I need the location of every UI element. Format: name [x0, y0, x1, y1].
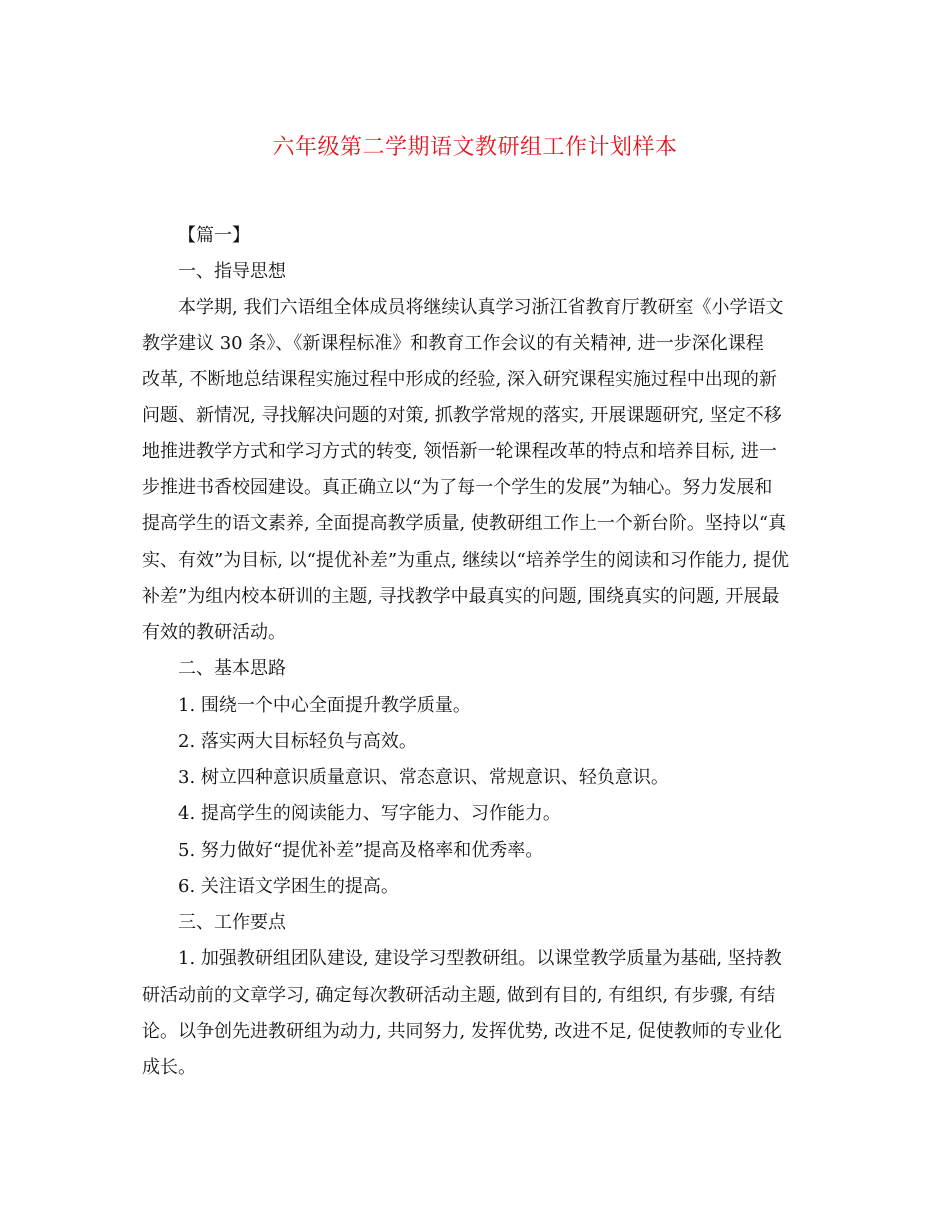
paragraph-line: 问题、新情况, 寻找解决问题的对策, 抓教学常规的落实, 开展课题研究, 坚定不移 [142, 405, 782, 426]
heading-basic-approach: 二、基本思路 [178, 658, 286, 679]
paragraph-line: 补差”为组内校本研训的主题, 寻找教学中最真实的问题, 围绕真实的问题, 开展最 [142, 586, 780, 607]
paragraph-line: 教学建议 30 条》、《新课程标准》和教育工作会议的有关精神, 进一步深化课程 [142, 333, 764, 354]
paragraph-line: 地推进教学方式和学习方式的转变, 领悟新一轮课程改革的特点和培养目标, 进一 [142, 441, 777, 462]
paragraph-line: 研活动前的文章学习, 确定每次教研活动主题, 做到有目的, 有组织, 有步骤, 有结 [142, 985, 776, 1006]
list-item: 6. 关注语文学困生的提高。 [178, 876, 399, 897]
paragraph-line: 步推进书香校园建设。真正确立以“为了每一个学生的发展”为轴心。努力发展和 [142, 477, 773, 498]
paragraph-line: 改革, 不断地总结课程实施过程中形成的经验, 深入研究课程实施过程中出现的新 [142, 369, 777, 390]
list-item: 5. 努力做好“提优补差”提高及格率和优秀率。 [178, 840, 544, 861]
paragraph-line: 提高学生的语文素养, 全面提高教学质量, 使教研组工作上一个新台阶。坚持以“真 [142, 513, 787, 534]
document-title: 六年级第二学期语文教研组工作计划样本 [272, 135, 678, 160]
paragraph-line: 1. 加强教研组团队建设, 建设学习型教研组。以课堂教学质量为基础, 坚持教 [178, 948, 782, 969]
paragraph-line: 实、有效”为目标, 以“提优补差”为重点, 继续以“培养学生的阅读和习作能力, 提优 [142, 550, 790, 571]
list-item: 4. 提高学生的阅读能力、写字能力、习作能力。 [178, 803, 561, 824]
list-item: 1. 围绕一个中心全面提升教学质量。 [178, 695, 471, 716]
paragraph-line: 有效的教研活动。 [142, 622, 286, 643]
heading-work-points: 三、工作要点 [178, 912, 286, 933]
paragraph-line: 本学期, 我们六语组全体成员将继续认真学习浙江省教育厅教研室《小学语文 [178, 297, 784, 318]
list-item: 3. 树立四种意识质量意识、常态意识、常规意识、轻负意识。 [178, 767, 669, 788]
heading-guiding-thought: 一、指导思想 [178, 261, 286, 282]
list-item: 2. 落实两大目标轻负与高效。 [178, 731, 417, 752]
paragraph-line: 成长。 [142, 1057, 196, 1078]
section-label: 【篇一】 [178, 225, 250, 246]
paragraph-line: 论。以争创先进教研组为动力, 共同努力, 发挥优势, 改进不足, 促使教师的专业化 [142, 1021, 782, 1042]
